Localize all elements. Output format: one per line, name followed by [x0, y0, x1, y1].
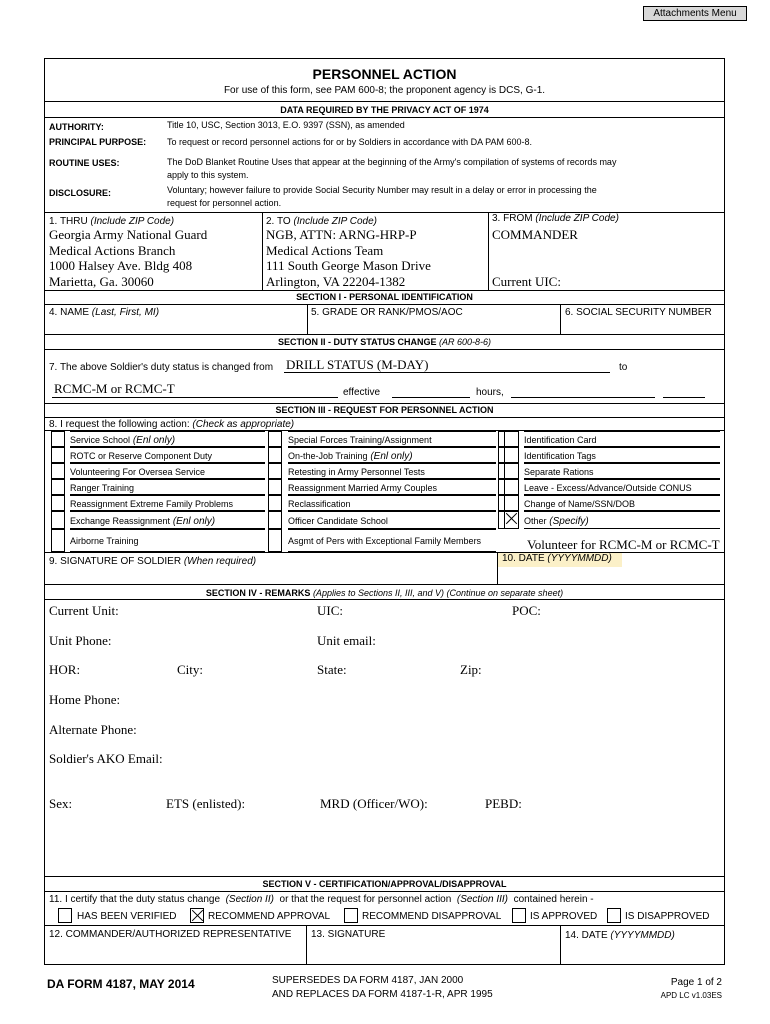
col3-item-3-label — [524, 479, 720, 495]
supersedes-1: SUPERSEDES DA FORM 4187, JAN 2000 — [272, 975, 464, 986]
date14-label: 14. DATE (YYYYMMDD) — [565, 930, 675, 941]
col1-item-0-checkbox[interactable] — [51, 431, 65, 447]
is-approved-checkbox[interactable] — [512, 908, 526, 923]
page-number: Page 1 of 2 — [670, 977, 722, 988]
recommend-disapproval-checkbox[interactable] — [344, 908, 358, 923]
recommend-approval-checkbox[interactable] — [190, 908, 204, 923]
remark-city[interactable]: City: — [177, 662, 204, 677]
col1-item-0-label — [70, 431, 265, 447]
section2-header: SECTION II - DUTY STATUS CHANGE (AR 600-8-6) — [277, 337, 492, 347]
col1-item-5-label — [70, 511, 265, 529]
remark-hor[interactable]: HOR: — [49, 662, 81, 677]
col3-item-5-label — [524, 511, 720, 529]
hours-label: hours, — [476, 387, 504, 398]
authority-text: Title 10, USC, Section 3013, E.O. 9397 (SSN), as amended — [167, 120, 405, 130]
page-title: PERSONNEL ACTION — [312, 66, 457, 82]
is-disapproved-label: IS DISAPPROVED — [625, 911, 710, 922]
signature-label: 9. SIGNATURE OF SOLDIER (When required) — [49, 556, 257, 567]
col1-item-3-label — [70, 479, 265, 495]
col3-item-4-checkbox-edge — [498, 495, 504, 511]
col1-item-4-text: Reassignment Extreme Family Problems — [70, 499, 234, 509]
col2-item-6-checkbox[interactable] — [268, 529, 282, 552]
col2-item-5-checkbox[interactable] — [268, 511, 282, 529]
is-disapproved-checkbox[interactable] — [607, 908, 621, 923]
privacy-header: DATA REQUIRED BY THE PRIVACY ACT OF 1974 — [280, 105, 489, 115]
col2-item-1-hint: (Enl only) — [370, 451, 413, 462]
remark-alt-phone[interactable]: Alternate Phone: — [49, 722, 137, 737]
col2-item-2-text: Retesting in Army Personnel Tests — [288, 467, 425, 477]
to-address[interactable]: NGB, ATTN: ARNG-HRP-P Medical Actions Team 111 South George Mason Drive Arlington, VA 22204-1382 — [266, 227, 431, 289]
duty-to-input[interactable]: RCMC-M or RCMC-T — [54, 381, 175, 396]
purpose-label: PRINCIPAL PURPOSE: — [49, 137, 147, 147]
from-uic[interactable]: Current UIC: — [492, 274, 561, 289]
disclosure-text-1: Voluntary; however failure to provide Social Security Number may result in a delay or error in processing the — [167, 185, 597, 195]
col3-item-2-text: Separate Rations — [524, 467, 594, 477]
purpose-text: To request or record personnel actions for or by Soldiers in accordance with DA PAM 600-8. — [167, 137, 533, 147]
col2-item-6-text: Asgmt of Pers with Exceptional Family Members — [288, 536, 482, 546]
disclosure-label: DISCLOSURE: — [49, 188, 112, 198]
col1-item-1-label — [70, 447, 265, 463]
col2-item-4-label — [288, 495, 496, 511]
col2-item-4-text: Reclassification — [288, 499, 351, 509]
col1-item-2-text: Volunteering For Oversea Service — [70, 467, 206, 477]
col3-item-4-checkbox[interactable] — [504, 495, 519, 511]
col1-item-1-checkbox[interactable] — [51, 447, 65, 463]
remark-ako-email[interactable]: Soldier's AKO Email: — [49, 751, 163, 766]
col1-item-6-text: Airborne Training — [70, 536, 139, 546]
col2-item-2-label — [288, 463, 496, 479]
remark-unit-phone[interactable]: Unit Phone: — [49, 633, 112, 648]
remark-sex[interactable]: Sex: — [49, 796, 73, 811]
name-label: 4. NAME (Last, First, MI) — [49, 307, 160, 318]
col3-item-0-text: Identification Card — [524, 435, 597, 445]
item8-label: 8. I request the following action: (Check as appropriate) — [49, 419, 295, 430]
from-label: 3. FROM (Include ZIP Code) — [492, 213, 619, 224]
disclosure-text-2: request for personnel action. — [167, 198, 282, 208]
col3-item-3-text: Leave - Excess/Advance/Outside CONUS — [524, 483, 692, 493]
remark-uic[interactable]: UIC: — [317, 603, 343, 618]
section5-header: SECTION V - CERTIFICATION/APPROVAL/DISAPPROVAL — [262, 879, 507, 889]
item11-text: 11. I certify that the duty status change (Section II) or that the request for personnel action (Section III) contained herein - — [49, 894, 594, 905]
col2-item-5-label — [288, 511, 496, 529]
col2-item-3-label — [288, 479, 496, 495]
col3-item-0-checkbox[interactable] — [504, 431, 519, 447]
attachments-menu-button[interactable]: Attachments Menu — [643, 6, 747, 21]
version: APD LC v1.03ES — [660, 991, 722, 1000]
effective-label: effective — [343, 387, 381, 398]
col1-item-5-checkbox[interactable] — [51, 511, 65, 529]
section4-header: SECTION IV - REMARKS (Applies to Sections II, III, and V) (Continue on separate sheet) — [205, 588, 564, 598]
authority-label: AUTHORITY: — [49, 122, 104, 132]
col1-item-2-label — [70, 463, 265, 479]
form-subtitle: For use of this form, see PAM 600-8; the proponent agency is DCS, G-1. — [223, 85, 546, 96]
section1-header: SECTION I - PERSONAL IDENTIFICATION — [296, 292, 473, 302]
remark-home-phone[interactable]: Home Phone: — [49, 692, 121, 707]
col2-item-1-checkbox[interactable] — [268, 447, 282, 463]
col2-item-1-text: On-the-Job Training — [288, 451, 368, 461]
col1-item-2-checkbox[interactable] — [51, 463, 65, 479]
col3-item-2-checkbox[interactable] — [504, 463, 519, 479]
col3-item-3-checkbox-edge — [498, 479, 504, 495]
col2-item-6-label — [288, 529, 496, 552]
form-number: DA FORM 4187, MAY 2014 — [47, 977, 195, 991]
signature13-label: 13. SIGNATURE — [311, 929, 386, 940]
remark-poc[interactable]: POC: — [512, 603, 541, 618]
routine-text-2: apply to this system. — [167, 170, 249, 180]
supersedes-2: AND REPLACES DA FORM 4187-1-R, APR 1995 — [272, 989, 493, 1000]
col2-item-1-label — [288, 447, 496, 463]
col3-item-5-checkbox[interactable] — [504, 511, 519, 529]
col3-item-4-text: Change of Name/SSN/DOB — [524, 499, 636, 509]
col2-item-5-text: Officer Candidate School — [288, 516, 388, 526]
col3-item-2-checkbox-edge — [498, 463, 504, 479]
ssn-label: 6. SOCIAL SECURITY NUMBER — [565, 307, 712, 318]
col2-item-3-checkbox[interactable] — [268, 479, 282, 495]
col1-item-1-text: ROTC or Reserve Component Duty — [70, 451, 213, 461]
has-been-verified-label: HAS BEEN VERIFIED — [77, 911, 177, 922]
col1-item-3-checkbox[interactable] — [51, 479, 65, 495]
recommend-disapproval-label: RECOMMEND DISAPPROVAL — [362, 911, 502, 922]
col1-item-6-checkbox[interactable] — [51, 529, 65, 552]
is-approved-label: IS APPROVED — [530, 911, 598, 922]
col2-item-0-label — [288, 431, 496, 447]
commander-label: 12. COMMANDER/AUTHORIZED REPRESENTATIVE — [49, 929, 292, 940]
col1-item-3-text: Ranger Training — [70, 483, 135, 493]
remark-zip[interactable]: Zip: — [460, 662, 482, 677]
to-label: 2. TO (Include ZIP Code) — [266, 216, 377, 227]
remark-pebd[interactable]: PEBD: — [485, 796, 522, 811]
col3-item-1-checkbox[interactable] — [504, 447, 519, 463]
col2-item-2-checkbox[interactable] — [268, 463, 282, 479]
remark-ets[interactable]: ETS (enlisted): — [166, 796, 246, 811]
col3-item-5-hint: (Specify) — [549, 516, 589, 527]
col3-item-2-label — [524, 463, 720, 479]
recommend-approval-label: RECOMMEND APPROVAL — [208, 911, 331, 922]
from-address[interactable]: COMMANDER — [492, 227, 578, 242]
col1-item-5-text: Exchange Reassignment — [70, 516, 171, 526]
has-been-verified-checkbox[interactable] — [58, 908, 72, 923]
grade-label: 5. GRADE OR RANK/PMOS/AOC — [311, 307, 463, 318]
col3-item-0-checkbox-edge — [498, 431, 504, 447]
section3-header: SECTION III - REQUEST FOR PERSONNEL ACTION — [275, 405, 494, 415]
col3-item-3-checkbox[interactable] — [504, 479, 519, 495]
col3-item-5-text: Other — [524, 516, 547, 526]
col2-item-3-text: Reassignment Married Army Couples — [288, 483, 438, 493]
item7-label: 7. The above Soldier's duty status is changed from — [49, 362, 274, 373]
col3-item-1-text: Identification Tags — [524, 451, 596, 461]
col3-item-4-label — [524, 495, 720, 511]
to-word: to — [619, 362, 628, 373]
other-specify-input[interactable]: Volunteer for RCMC-M or RCMC-T — [527, 537, 720, 552]
remark-state[interactable]: State: — [317, 662, 347, 677]
col3-item-1-checkbox-edge — [498, 447, 504, 463]
col2-item-0-checkbox[interactable] — [268, 431, 282, 447]
col1-item-6-label — [70, 529, 265, 552]
col2-item-0-text: Special Forces Training/Assignment — [288, 435, 432, 445]
col3-item-5-checkbox-edge — [498, 511, 504, 529]
duty-from-input[interactable]: DRILL STATUS (M-DAY) — [286, 357, 429, 372]
col3-item-1-label — [524, 447, 720, 463]
remark-unit-email[interactable]: Unit email: — [317, 633, 376, 648]
col1-item-4-label — [70, 495, 265, 511]
thru-address[interactable]: Georgia Army National Guard Medical Actions Branch 1000 Halsey Ave. Bldg 408 Marietta, Ga. 30060 — [49, 227, 208, 289]
thru-label: 1. THRU (Include ZIP Code) — [49, 216, 175, 227]
col1-item-5-hint: (Enl only) — [172, 516, 216, 527]
routine-text-1: The DoD Blanket Routine Uses that appear at the beginning of the Army's compilation of systems of records may — [167, 157, 617, 167]
remark-current-unit[interactable]: Current Unit: — [49, 603, 119, 618]
col1-item-0-text: Service School — [70, 435, 131, 445]
col2-item-4-checkbox[interactable] — [268, 495, 282, 511]
date-field[interactable]: 10. DATE (YYYYMMDD) — [498, 553, 622, 567]
col1-item-0-hint: (Enl only) — [132, 435, 176, 446]
routine-label: ROUTINE USES: — [49, 158, 120, 168]
col3-item-0-label — [524, 431, 720, 447]
remark-mrd[interactable]: MRD (Officer/WO): — [320, 796, 428, 811]
col1-item-4-checkbox[interactable] — [51, 495, 65, 511]
